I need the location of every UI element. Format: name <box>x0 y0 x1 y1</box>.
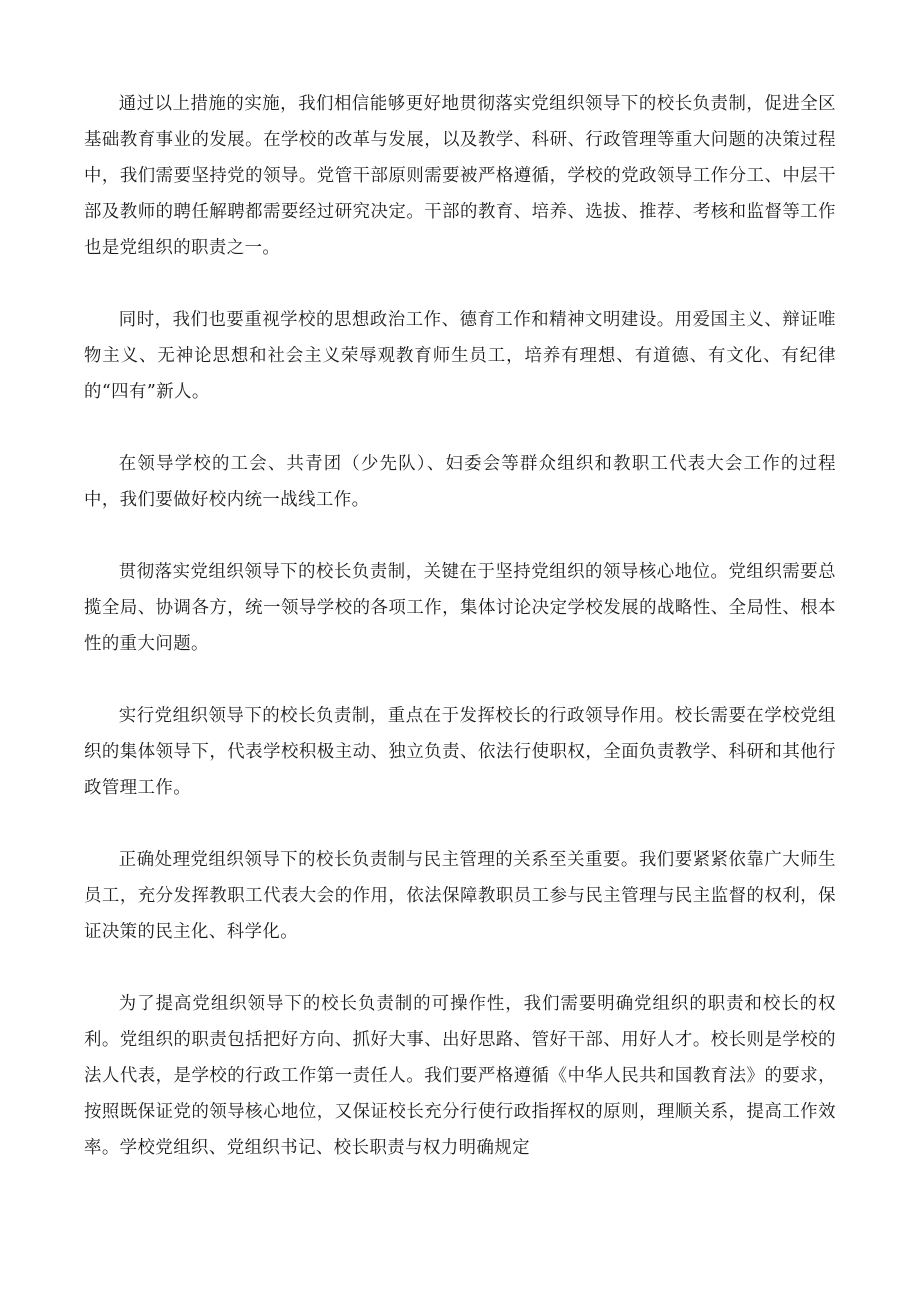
paragraph-1: 通过以上措施的实施，我们相信能够更好地贯彻落实党组织领导下的校长负责制，促进全区基础教育事业的发展。在学校的改革与发展，以及教学、科研、行政管理等重大问题的决策过程中，我们需要坚持党的领导。党管干部原则需要被严格遵循，学校的党政领导工作分工、中层干部及教师的聘任解聘都需要经过研究决定。干部的教育、培养、选拔、推荐、考核和监督等工作也是党组织的职责之一。 <box>84 94 836 258</box>
paragraph-7: 为了提高党组织领导下的校长负责制的可操作性，我们需要明确党组织的职责和校长的权利。党组织的职责包括把好方向、抓好大事、出好思路、管好干部、用好人才。校长则是学校的法人代表，是学校的行政工作第一责任人。我们要严格遵循《中华人民共和国教育法》的要求，按照既保证党的领导核心地位，又保证校长充分行使行政指挥权的原则，理顺关系，提高工作效率。学校党组织、党组织书记、校长职责与权力明确规定 <box>84 994 836 1158</box>
paragraph-3: 在领导学校的工会、共青团（少先队）、妇委会等群众组织和教职工代表大会工作的过程中，我们要做好校内统一战线工作。 <box>84 454 836 510</box>
paragraph-5: 实行党组织领导下的校长负责制，重点在于发挥校长的行政领导作用。校长需要在学校党组织的集体领导下，代表学校积极主动、独立负责、依法行使职权，全面负责教学、科研和其他行政管理工作。 <box>84 706 836 798</box>
paragraph-4: 贯彻落实党组织领导下的校长负责制，关键在于坚持党组织的领导核心地位。党组织需要总揽全局、协调各方，统一领导学校的各项工作，集体讨论决定学校发展的战略性、全局性、根本性的重大问题。 <box>84 562 836 654</box>
document-body <box>84 86 836 1166</box>
paragraph-2: 同时，我们也要重视学校的思想政治工作、德育工作和精神文明建设。用爱国主义、辩证唯物主义、无神论思想和社会主义荣辱观教育师生员工，培养有理想、有道德、有文化、有纪律的“四有”新人。 <box>84 310 836 402</box>
paragraph-6: 正确处理党组织领导下的校长负责制与民主管理的关系至关重要。我们要紧紧依靠广大师生员工，充分发挥教职工代表大会的作用，依法保障教职员工参与民主管理与民主监督的权利，保证决策的民主化、科学化。 <box>84 850 836 942</box>
